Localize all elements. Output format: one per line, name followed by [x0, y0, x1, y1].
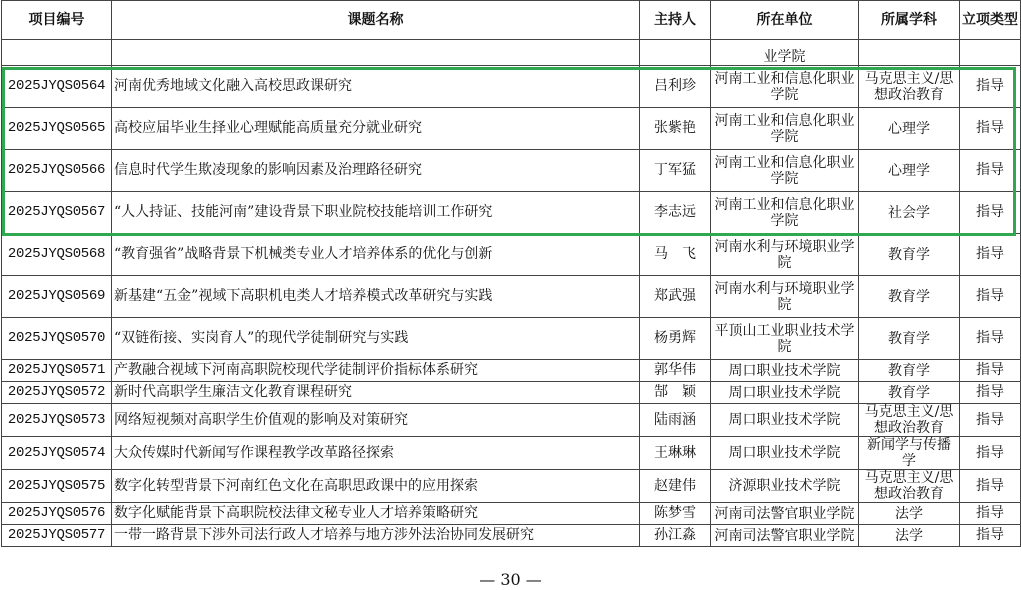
cell-project-id: 2025JYQS0571 — [2, 360, 112, 382]
cell-subject: 法学 — [859, 503, 960, 525]
cell-unit: 济源职业技术学院 — [711, 470, 859, 503]
cell-type: 指导 — [960, 382, 1021, 404]
cell-subject: 心理学 — [859, 150, 960, 192]
table-row — [2, 234, 1021, 276]
cell-unit: 河南工业和信息化职业学院 — [711, 150, 859, 192]
cell-empty — [859, 40, 960, 66]
page-number: — 30 — — [479, 570, 542, 589]
cell-project-id: 2025JYQS0576 — [2, 503, 112, 525]
header-title: 课题名称 — [112, 1, 640, 40]
cell-unit: 业学院 — [711, 40, 859, 66]
cell-subject: 马克思主义/思想政治教育 — [859, 66, 960, 108]
cell-unit: 周口职业技术学院 — [711, 382, 859, 404]
cell-unit: 周口职业技术学院 — [711, 437, 859, 470]
cell-empty — [2, 40, 112, 66]
cell-title: 高校应届毕业生择业心理赋能高质量充分就业研究 — [112, 108, 640, 150]
cell-title: 大众传媒时代新闻写作课程教学改革路径探索 — [112, 437, 640, 470]
cell-unit: 河南水利与环境职业学院 — [711, 276, 859, 318]
cell-unit: 周口职业技术学院 — [711, 360, 859, 382]
cell-unit: 河南工业和信息化职业学院 — [711, 108, 859, 150]
cell-project-id: 2025JYQS0572 — [2, 382, 112, 404]
cell-project-id: 2025JYQS0575 — [2, 470, 112, 503]
table-row — [2, 525, 1021, 547]
cell-title: 新时代高职学生廉洁文化教育课程研究 — [112, 382, 640, 404]
cell-title: 河南优秀地域文化融入高校思政课研究 — [112, 66, 640, 108]
cell-type: 指导 — [960, 318, 1021, 360]
cell-title: 新基建“五金”视域下高职机电类人才培养模式改革研究与实践 — [112, 276, 640, 318]
header-subject: 所属学科 — [859, 1, 960, 40]
header-type: 立项类型 — [960, 1, 1021, 40]
cell-type: 指导 — [960, 360, 1021, 382]
cell-host: 郜 颖 — [640, 382, 711, 404]
cell-host: 丁军猛 — [640, 150, 711, 192]
cell-host: 张紫艳 — [640, 108, 711, 150]
cell-type: 指导 — [960, 66, 1021, 108]
table-header-row — [2, 1, 1021, 40]
table-row — [2, 66, 1021, 108]
cell-title: 数字化转型背景下河南红色文化在高职思政课中的应用探索 — [112, 470, 640, 503]
cell-subject: 教育学 — [859, 318, 960, 360]
cell-project-id: 2025JYQS0565 — [2, 108, 112, 150]
cell-subject: 教育学 — [859, 360, 960, 382]
cell-project-id: 2025JYQS0567 — [2, 192, 112, 234]
cell-host: 陈梦雪 — [640, 503, 711, 525]
cell-title: “双链衔接、实岗育人”的现代学徒制研究与实践 — [112, 318, 640, 360]
cell-title: 产教融合视域下河南高职院校现代学徒制评价指标体系研究 — [112, 360, 640, 382]
cell-empty — [960, 40, 1021, 66]
cell-type: 指导 — [960, 108, 1021, 150]
table-row — [2, 503, 1021, 525]
cell-subject: 教育学 — [859, 234, 960, 276]
cell-project-id: 2025JYQS0568 — [2, 234, 112, 276]
cell-unit: 河南司法警官职业学院 — [711, 525, 859, 547]
cell-project-id: 2025JYQS0570 — [2, 318, 112, 360]
table-row — [2, 192, 1021, 234]
header-unit: 所在单位 — [711, 1, 859, 40]
cell-type: 指导 — [960, 404, 1021, 437]
cell-unit: 周口职业技术学院 — [711, 404, 859, 437]
cell-empty — [640, 40, 711, 66]
cell-subject: 社会学 — [859, 192, 960, 234]
cell-title: 信息时代学生欺凌现象的影响因素及治理路径研究 — [112, 150, 640, 192]
table-row — [2, 150, 1021, 192]
cell-host: 郭华伟 — [640, 360, 711, 382]
cell-empty — [112, 40, 640, 66]
header-host: 主持人 — [640, 1, 711, 40]
cell-title: 一带一路背景下涉外司法行政人才培养与地方涉外法治协同发展研究 — [112, 525, 640, 547]
table-row — [2, 404, 1021, 437]
cell-type: 指导 — [960, 150, 1021, 192]
cell-unit: 平顶山工业职业技术学院 — [711, 318, 859, 360]
cell-host: 吕利珍 — [640, 66, 711, 108]
cell-host: 李志远 — [640, 192, 711, 234]
cell-unit: 河南工业和信息化职业学院 — [711, 192, 859, 234]
cell-project-id: 2025JYQS0574 — [2, 437, 112, 470]
cell-subject: 教育学 — [859, 276, 960, 318]
cell-host: 孙江淼 — [640, 525, 711, 547]
table-row — [2, 382, 1021, 404]
cell-project-id: 2025JYQS0569 — [2, 276, 112, 318]
table-row — [2, 318, 1021, 360]
table-row — [2, 437, 1021, 470]
cell-project-id: 2025JYQS0564 — [2, 66, 112, 108]
cell-host: 杨勇辉 — [640, 318, 711, 360]
cell-host: 赵建伟 — [640, 470, 711, 503]
cell-unit: 河南工业和信息化职业学院 — [711, 66, 859, 108]
cell-subject: 法学 — [859, 525, 960, 547]
cell-host: 陆雨涵 — [640, 404, 711, 437]
cell-subject: 新闻学与传播学 — [859, 437, 960, 470]
table-row-continued — [2, 40, 1021, 66]
cell-type: 指导 — [960, 192, 1021, 234]
cell-project-id: 2025JYQS0577 — [2, 525, 112, 547]
cell-unit: 河南司法警官职业学院 — [711, 503, 859, 525]
cell-type: 指导 — [960, 276, 1021, 318]
cell-type: 指导 — [960, 234, 1021, 276]
cell-subject: 马克思主义/思想政治教育 — [859, 470, 960, 503]
cell-project-id: 2025JYQS0566 — [2, 150, 112, 192]
cell-host: 王琳琳 — [640, 437, 711, 470]
cell-type: 指导 — [960, 470, 1021, 503]
cell-type: 指导 — [960, 503, 1021, 525]
cell-host: 马 飞 — [640, 234, 711, 276]
cell-type: 指导 — [960, 437, 1021, 470]
cell-type: 指导 — [960, 525, 1021, 547]
cell-subject: 教育学 — [859, 382, 960, 404]
cell-title: 网络短视频对高职学生价值观的影响及对策研究 — [112, 404, 640, 437]
cell-subject: 心理学 — [859, 108, 960, 150]
cell-host: 郑武强 — [640, 276, 711, 318]
cell-title: “人人持证、技能河南”建设背景下职业院校技能培训工作研究 — [112, 192, 640, 234]
cell-unit: 河南水利与环境职业学院 — [711, 234, 859, 276]
header-project-id: 项目编号 — [2, 1, 112, 40]
table-row — [2, 360, 1021, 382]
table-row — [2, 108, 1021, 150]
project-table — [1, 0, 1021, 547]
cell-project-id: 2025JYQS0573 — [2, 404, 112, 437]
cell-title: “教育强省”战略背景下机械类专业人才培养体系的优化与创新 — [112, 234, 640, 276]
table-row — [2, 276, 1021, 318]
cell-subject: 马克思主义/思想政治教育 — [859, 404, 960, 437]
cell-title: 数字化赋能背景下高职院校法律文秘专业人才培养策略研究 — [112, 503, 640, 525]
table-row — [2, 470, 1021, 503]
